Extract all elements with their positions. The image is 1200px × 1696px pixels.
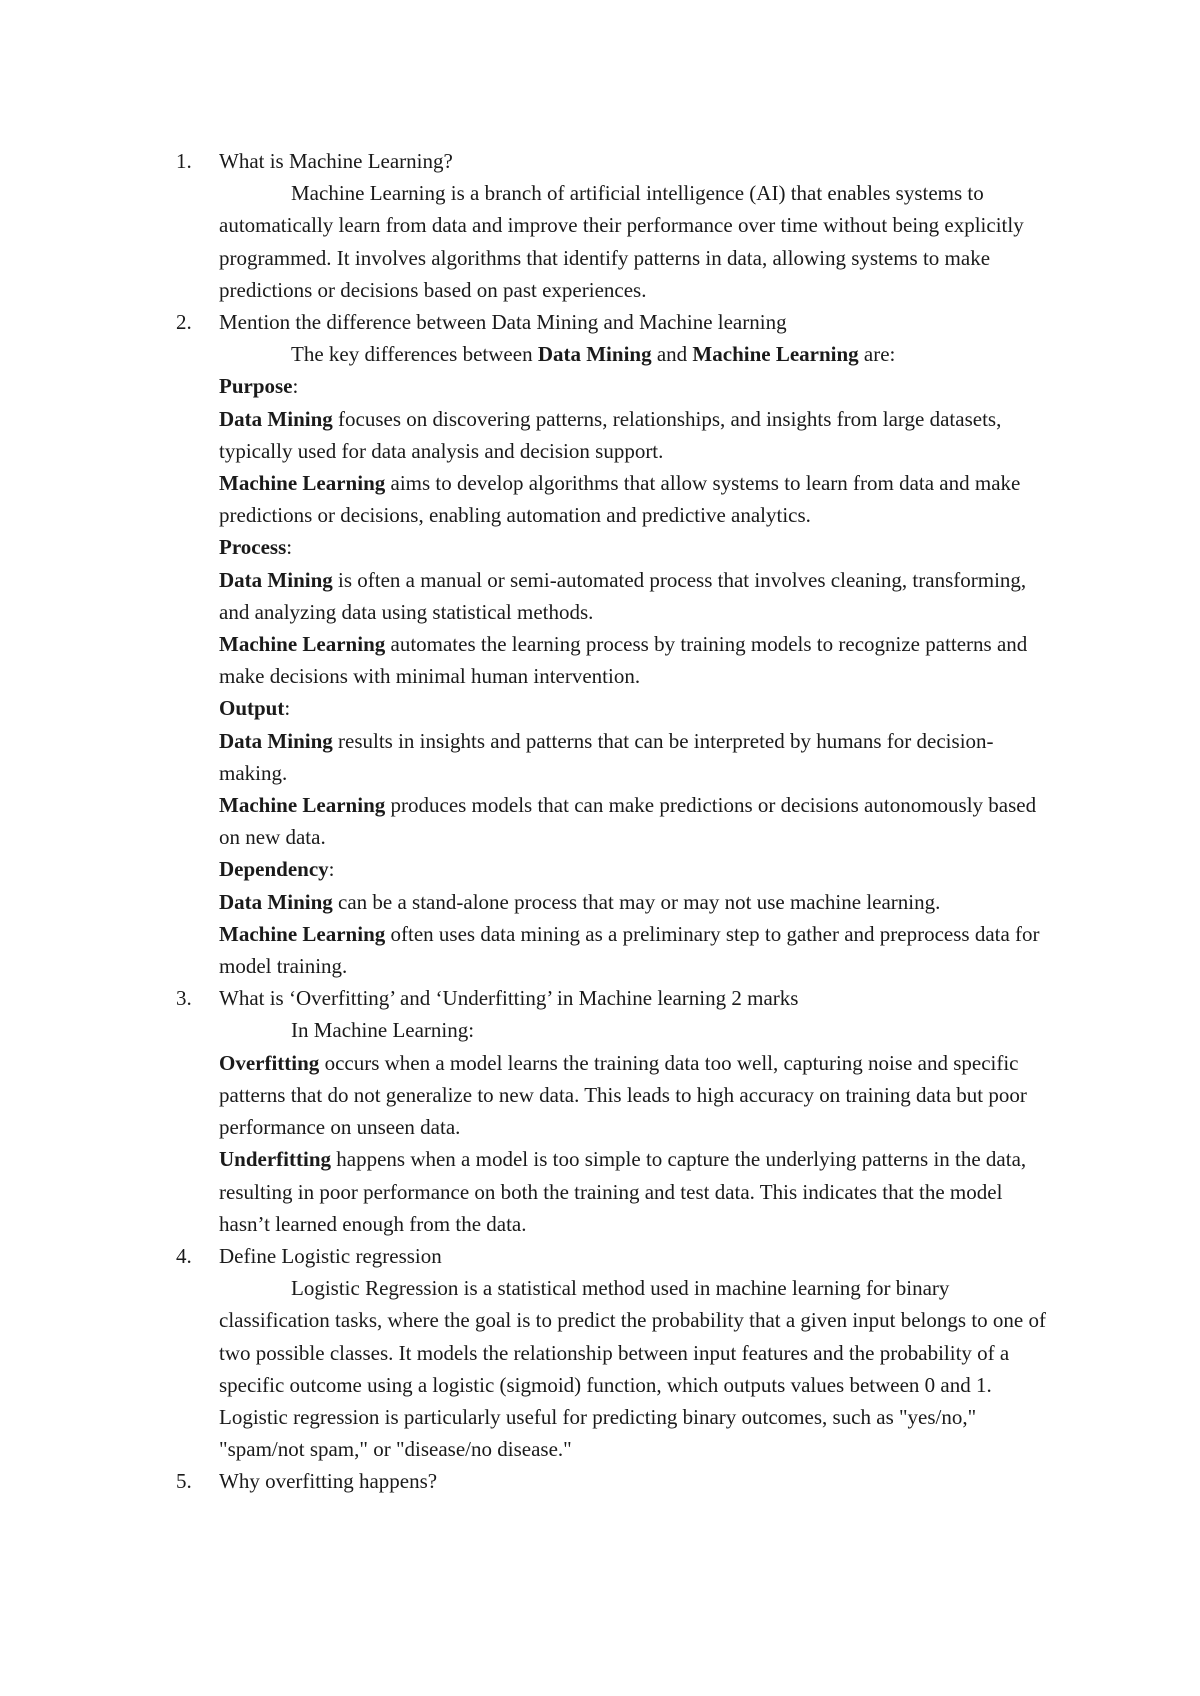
list-item-1 — [176, 145, 1056, 306]
intro-term-data-mining: Data Mining — [537, 342, 652, 367]
question-text: Define Logistic regression — [219, 1243, 442, 1268]
intro-after: are: — [858, 342, 896, 367]
process-machine-learning: Machine Learning automates the learning process by training models to recognize patterns and make decisions with minimal human intervention. — [219, 632, 1028, 689]
answer-text: Machine Learning is a branch of artificial intelligence (AI) that enables systems to automatically learn from data and improve their performance over time without being explicitly programmed. It involves algorithms that identify patterns in data, allowing systems to make predictions or decisions based on past experiences. — [219, 181, 1024, 302]
dependency-machine-learning: Machine Learning often uses data mining as a preliminary step to gather and preprocess data for model training. — [219, 921, 1040, 979]
item-number: 3. — [176, 986, 192, 1011]
item-number: 1. — [176, 149, 192, 173]
item-number: 2. — [176, 310, 192, 335]
question-text: What is ‘Overfitting’ and ‘Underfitting’ in Machine learning 2 marks — [219, 986, 799, 1011]
list-item-3 — [176, 982, 1056, 1240]
purpose-data-mining: Data Mining focuses on discovering patterns, relationships, and insights from large datasets, typically used for data analysis and decision support. — [219, 406, 1002, 463]
output-data-mining: Data Mining results in insights and patterns that can be interpreted by humans for decision-making. — [219, 728, 994, 785]
item-number: 4. — [176, 1243, 192, 1268]
section-heading-process: Process: — [219, 535, 293, 560]
section-heading-purpose: Purpose: — [219, 374, 299, 399]
intro-before: The key differences between — [291, 342, 538, 367]
section-heading-output: Output: — [219, 696, 291, 721]
intro-middle: and — [651, 342, 693, 367]
dependency-data-mining: Data Mining can be a stand-alone process that may or may not use machine learning. — [219, 889, 941, 914]
list-item-4 — [176, 1240, 1056, 1465]
intro-term-machine-learning: Machine Learning — [692, 342, 859, 367]
output-machine-learning: Machine Learning produces models that can make predictions or decisions autonomously based on new data. — [219, 793, 1037, 850]
answer-text: Logistic Regression is a statistical method used in machine learning for binary classification tasks, where the goal is to predict the probability that a given input belongs to one of two possible classes. It models the relationship between input features and the probability of a specific outcome using a logistic (sigmoid) function, which outputs values between 0 and 1. Logistic regression is particularly useful for predicting binary outcomes, such as "yes/no," "spam/not spam," or "disease/no disease." — [219, 1276, 1046, 1462]
section-heading-dependency: Dependency: — [219, 857, 335, 882]
document-body — [176, 145, 1056, 1498]
process-data-mining: Data Mining is often a manual or semi-automated process that involves cleaning, transforming, and analyzing data using statistical methods. — [219, 567, 1027, 624]
item-number: 5. — [176, 1469, 192, 1494]
underfitting-definition: Underfitting happens when a model is too simple to capture the underlying patterns in the data, resulting in poor performance on both the training and test data. This indicates that the model hasn’t learned enough from the data. — [219, 1147, 1027, 1236]
purpose-machine-learning: Machine Learning aims to develop algorithms that allow systems to learn from data and make predictions or decisions, enabling automation and predictive analytics. — [219, 471, 1021, 528]
intro-text — [219, 338, 1056, 370]
question-text: Why overfitting happens? — [219, 1469, 438, 1494]
list-item-2 — [176, 306, 1056, 982]
intro-text: In Machine Learning: — [291, 1018, 475, 1043]
list-item-5 — [176, 1465, 1056, 1497]
question-text: What is Machine Learning? — [219, 149, 453, 173]
question-text: Mention the difference between Data Mining and Machine learning — [219, 310, 787, 335]
overfitting-definition: Overfitting occurs when a model learns the training data too well, capturing noise and specific patterns that do not generalize to new data. This leads to high accuracy on training data but poor performance on unseen data. — [219, 1050, 1027, 1140]
